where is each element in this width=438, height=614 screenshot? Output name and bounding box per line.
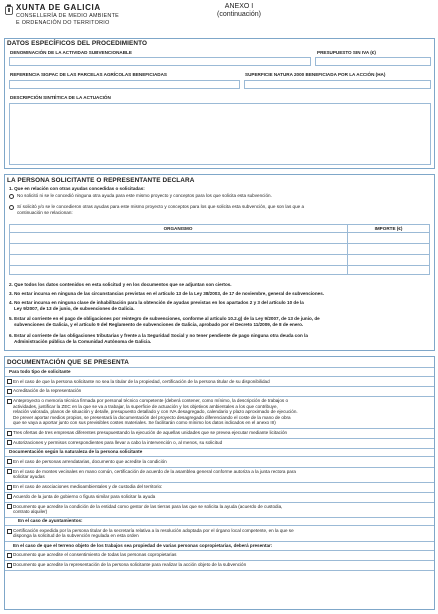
group-heading-co-owners: En el caso de que el terreno objeto de los trabajos sea propiedad de varias personas copropietarias, deberá presentar: <box>13 542 273 548</box>
document-item-label: Autorizaciones y permisos correspondientes para llevar a cabo la intervención o, al menos, su solicitud <box>13 439 223 445</box>
declaration-item-5-line2: subvenciones de Galicia, y el artículo 9 del Reglamento de subvenciones de Galicia, aprobado por el Decreto 11/2009, de 8 de enero. <box>14 322 304 327</box>
natura-surface-label: SUPERFICIE NATURA 2000 BENEFICIADA POR LA ACCIÓN (HA) <box>245 72 386 77</box>
row-divider <box>5 396 434 397</box>
row-divider <box>5 428 434 429</box>
document-item-checkbox[interactable] <box>7 494 12 499</box>
sigpac-field[interactable] <box>9 80 240 89</box>
annex-title: ANEXO I <box>224 3 254 10</box>
row-divider <box>5 482 434 483</box>
department-line-1: CONSELLERÍA DE MEDIO AMBIENTE <box>16 13 120 19</box>
document-item-checkbox[interactable] <box>7 563 12 568</box>
document-item-label: Tres ofertas de tres empresas diferentes presupuestando la ejecución de aquellas unidades que se prevea ejecutar mediante licitación <box>13 429 288 435</box>
table-header-importe: IMPORTE (€) <box>374 226 403 231</box>
description-label: DESCRIPCIÓN SINTÉTICA DE LA ACTUACIÓN <box>10 95 111 100</box>
natura-surface-field[interactable] <box>244 80 431 89</box>
declaration-item-3: 3. No estar incursa en ninguna de las circunstancias previstas en el artículo 13 de la Ley 38/2003, de 17 de noviembre, general de subvenciones. <box>9 291 325 296</box>
logo-name: XUNTA DE GALICIA <box>16 3 101 12</box>
declaration-item-4-line2: Ley 9/2007, de 13 de junio, de subvenciones de Galicia. <box>14 306 135 311</box>
other-aid-radio[interactable] <box>9 205 14 210</box>
galicia-coat-of-arms-icon <box>5 4 13 15</box>
document-item-label: Documento que acredite la condición de la entidad como gestor de las tierras para las que se solicita la ayuda (acuerdo de custodia, <box>13 503 283 509</box>
row-divider <box>5 560 434 561</box>
document-item-checkbox[interactable] <box>7 485 12 490</box>
document-item-checkbox[interactable] <box>7 553 12 558</box>
row-divider <box>5 376 434 377</box>
declaration-item-4-line1: 4. No estar incursa en ninguna clase de inhabilitación para la obtención de ayudas previstas en los apartados 2 y 3 del artículo 10 de la <box>9 300 304 305</box>
row-divider <box>5 456 434 457</box>
row-divider <box>5 525 434 526</box>
annex-subtitle: (continuación) <box>217 11 261 18</box>
budget-field[interactable] <box>315 57 431 66</box>
activity-name-field[interactable] <box>9 57 311 66</box>
section-divider <box>5 367 434 368</box>
document-item-label: Acreditación de la representación <box>13 388 82 394</box>
row-divider <box>5 492 434 493</box>
activity-name-label: DENOMINACIÓN DE LA ACTIVIDAD SUBVENCIONABLE <box>10 50 132 55</box>
document-item-label: solicitar ayudas <box>13 473 45 479</box>
document-item-label: En el caso de montes vecinales en mano común, certificación de acuerdo de la asamblea general conforme autoriza a la junta rectora para <box>13 468 296 474</box>
group-heading-applicant-nature: Documentación según la naturaleza de la persona solicitante <box>9 449 143 455</box>
document-item-label: contrato alquiler) <box>13 509 48 514</box>
document-item-label: De prever aportar medios propios, se presentará la documentación del proyecto desagregado diferenciando el coste de la mano de obra <box>13 414 291 420</box>
table-row-line <box>9 232 430 233</box>
document-item-checkbox[interactable] <box>7 431 12 436</box>
document-item-label: Anteproyecto o memoria técnica firmada por personal técnico competente (deberá contener, como mínimo, la descripción de trabajos o <box>13 398 289 404</box>
other-aid-label-line2: continuación se relacionan: <box>17 210 73 215</box>
document-item-label: Documento que acredite la representación de la persona solicitante para realizar la acción objeto de la subvención <box>13 562 247 568</box>
table-row-line <box>9 243 430 244</box>
document-item-checkbox[interactable] <box>7 399 12 404</box>
no-other-aid-label: No solicitó ni se le concedió ninguna otra ayuda para este mismo proyecto y conceptos para los que solicita esta subvención. <box>17 193 272 198</box>
document-item-label: En el caso de que la persona solicitante no sea la titular de la propiedad, certificación de la persona titular de su disponibilidad <box>13 378 270 384</box>
document-item-label: En el caso de personas arrendatarias, documento que acredite la condición <box>13 458 167 464</box>
declaration-item-1: 1. Que en relación con otras ayudas concedidas o solicitadas: <box>9 186 145 191</box>
table-header-organismo: ORGANISMO <box>163 226 193 231</box>
declaration-item-5-line1: 5. Estar al corriente en el pago de obligaciones por reintegro de subvenciones, conforme al artículo 10.2.g) de la Ley 9/2007, de 13 de junio, de <box>9 316 320 321</box>
document-item-label: relación valorada, planos de situación y detalle, presupuesto detallado y con IVA desagregado, calendario y plazo aproximado de ejecución. <box>13 409 298 415</box>
description-field[interactable] <box>9 103 431 165</box>
table-row-line <box>9 254 430 255</box>
declaration-item-2: 2. Que todos los datos contenidos en esta solicitud y en los documentos que se adjuntan son ciertos. <box>9 282 232 287</box>
group-heading-all-applicants: Para todo tipo de solicitante <box>9 369 71 374</box>
group-heading-municipalities: En el caso de ayuntamientos: <box>18 518 83 524</box>
row-divider <box>5 570 434 571</box>
document-item-label: que se vaya a aportar junto con sus previsibles costes materiales. Se facilitarán como mínimo los datos indicados en el anexo III) <box>13 419 276 425</box>
document-item-checkbox[interactable] <box>7 379 12 384</box>
document-item-checkbox[interactable] <box>7 469 12 474</box>
section-title-declaration: LA PERSONA SOLICITANTE O REPRESENTANTE DECLARA <box>7 177 195 184</box>
document-item-label: Documento que acredite el consentimiento de todas las personas copropietarias <box>13 552 177 558</box>
row-divider <box>5 438 434 439</box>
document-item-label: disponga la solicitud de la subvención regulada en esta orden <box>13 533 139 539</box>
row-divider <box>5 467 434 468</box>
declaration-item-6-line2: Administración pública de la Comunidad Autónoma de Galicia. <box>14 339 152 344</box>
document-item-checkbox[interactable] <box>7 459 12 464</box>
other-aid-label-line1: Sí solicitó y/o se le concedieron otras ayudas para este mismo proyecto y conceptos para los que solicita esta subvención, que son las que a <box>17 204 305 209</box>
sigpac-label: REFERENCIA SIGPAC DE LAS PARCELAS AGRÍCOLAS BENEFICIADAS <box>10 72 167 77</box>
document-item-label: actividades, justificar la ZEC en la que se va a trabajar, la superficie de actuación y los objetivos ambientales a los que contribuye, <box>13 403 278 409</box>
document-item-label: Certificación expedida por la persona titular de la secretaría relativa a la resolución adoptada por el órgano local competente, en la que se <box>13 527 294 533</box>
declaration-item-6-line1: 6. Estar al corriente de las obligaciones tributarias y frente a la Seguridad Social y no tener pendiente de pago ninguna otra deuda con la <box>9 333 308 338</box>
table-row-line <box>9 265 430 266</box>
document-item-label: Acuerdo de la junta de gobierno o figura similar para solicitar la ayuda <box>13 493 156 499</box>
section-title-specific-data: DATOS ESPECÍFICOS DEL PROCEDIMIENTO <box>7 40 148 47</box>
budget-label: PRESUPUESTO SIN IVA (€) <box>317 50 376 55</box>
document-item-label: En el caso de asociaciones medioambientales y de custodia del territorio: <box>13 483 163 489</box>
section-title-documentation: DOCUMENTACIÓN QUE SE PRESENTA <box>7 359 129 366</box>
row-divider <box>5 502 434 503</box>
document-item-checkbox[interactable] <box>7 440 12 445</box>
department-line-2: E ORDENACIÓN DO TERRITORIO <box>16 20 110 26</box>
row-divider <box>5 386 434 387</box>
document-item-checkbox[interactable] <box>7 529 12 534</box>
no-other-aid-radio[interactable] <box>9 194 14 199</box>
document-item-checkbox[interactable] <box>7 504 12 509</box>
document-item-checkbox[interactable] <box>7 389 12 394</box>
row-divider <box>5 550 434 551</box>
